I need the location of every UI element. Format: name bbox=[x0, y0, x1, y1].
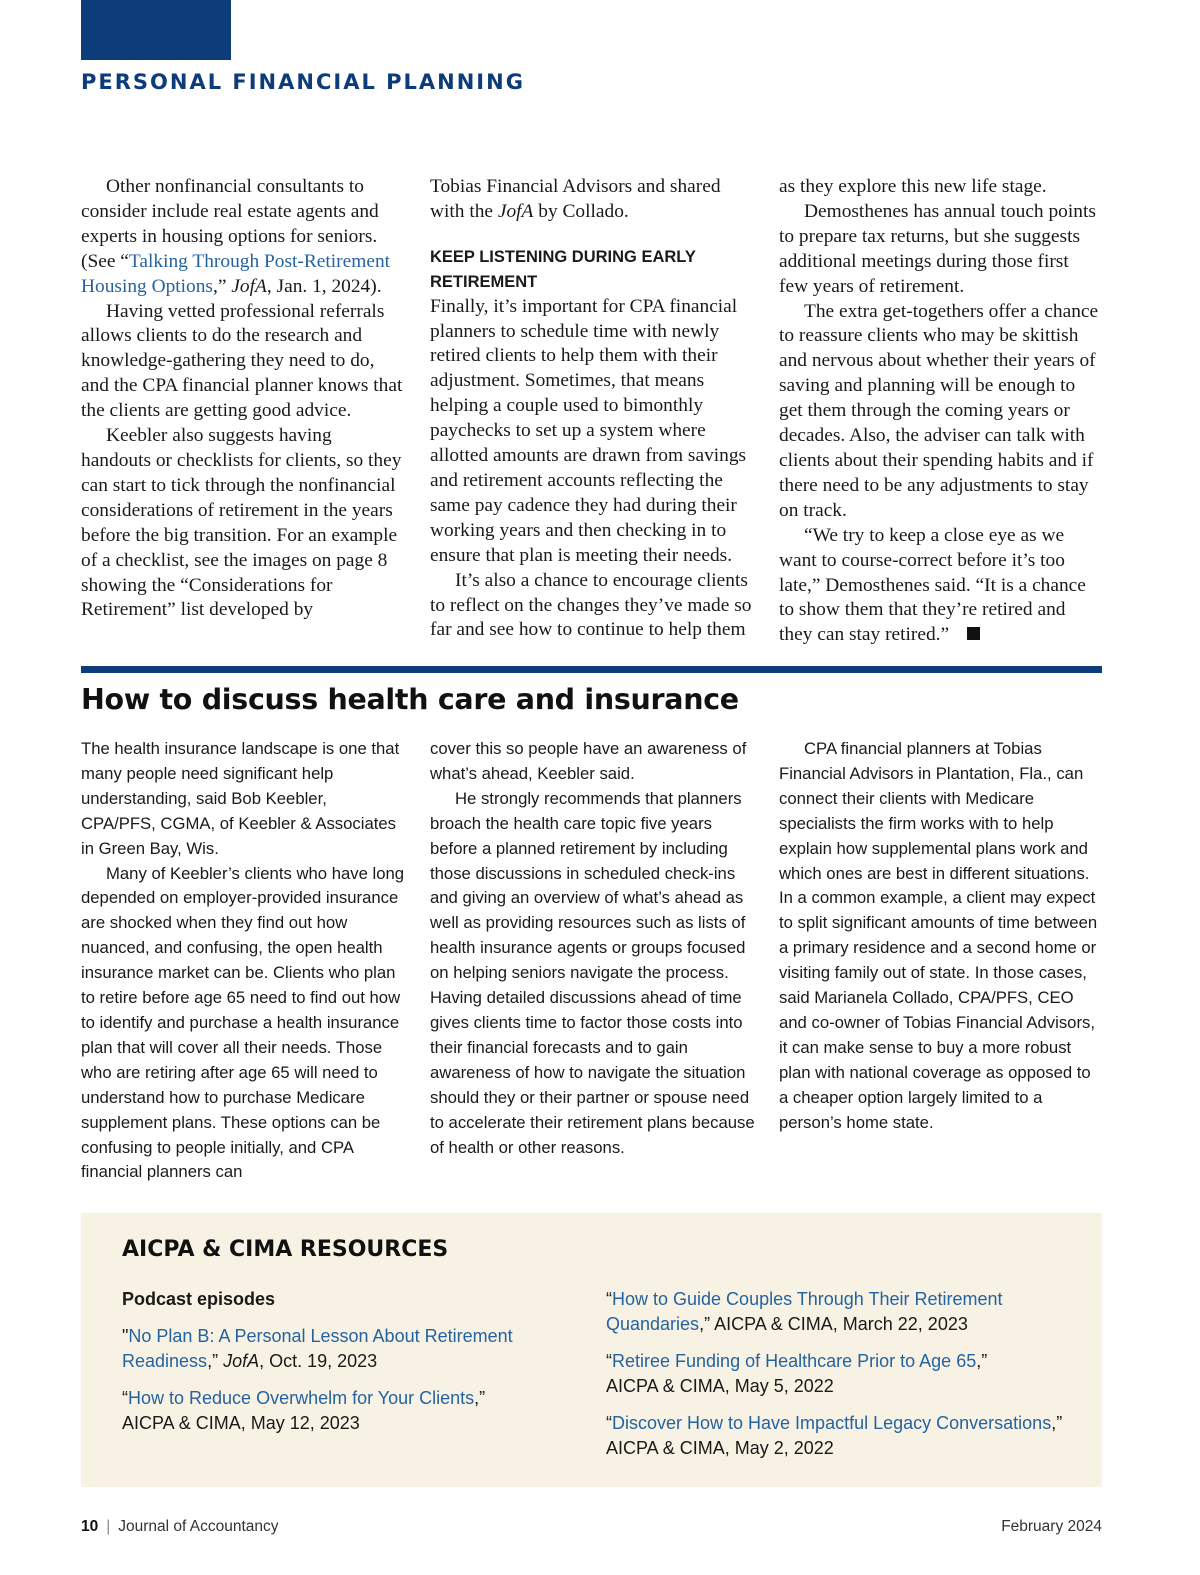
resource-item: “How to Guide Couples Through Their Retirement Quandaries,” AICPA & CIMA, March 22, 2023 bbox=[606, 1289, 1003, 1334]
paragraph: Other nonfinancial consultants to consider include real estate agents and experts in housing options for seniors. (See “Talking Through Post-Retirement Housing Options,” JofA, Jan. 1, 2024). bbox=[81, 176, 391, 297]
paragraph: Tobias Financial Advisors and shared with the JofA by Collado. bbox=[430, 176, 721, 222]
page-footer-left bbox=[81, 1518, 279, 1536]
podcast-link[interactable]: No Plan B: A Personal Lesson About Retirement Readiness bbox=[122, 1326, 513, 1371]
podcast-link[interactable]: How to Guide Couples Through Their Retirement Quandaries bbox=[606, 1289, 1003, 1334]
article-column-2 bbox=[430, 175, 755, 643]
resources-box bbox=[81, 1213, 1102, 1487]
paragraph: Keebler also suggests having handouts or checklists for clients, so they can start to tick through the nonfinancial considerations of retirement in the years before the big transition. For an example of a checklist, see the images on page 8 showing the “Considerations for Retirement” list developed by bbox=[81, 425, 402, 621]
podcast-link[interactable]: Retiree Funding of Healthcare Prior to Age 65 bbox=[612, 1351, 977, 1371]
section-label: PERSONAL FINANCIAL PLANNING bbox=[81, 70, 525, 94]
header-color-block bbox=[81, 0, 231, 60]
section-divider bbox=[81, 666, 1102, 673]
paragraph: Many of Keebler’s clients who have long depended on employer-provided insurance are shocked when they find out how nuanced, and confusing, the open health insurance market can be. Clients who plan to retire before age 65 need to find out how to identify and purchase a health insurance plan that will cover all their needs. Those who are retiring after age 65 will need to understand how to purchase Medicare supplement plans. These options can be confusing to people initially, and CPA financial planners can bbox=[81, 863, 405, 1182]
resource-item: “Retiree Funding of Healthcare Prior to Age 65,” AICPA & CIMA, May 5, 2022 bbox=[606, 1351, 988, 1396]
paragraph: The health insurance landscape is one that many people need significant help understanding, said Bob Keebler, CPA/PFS, CGMA, of Keebler & Associates in Green Bay, Wis. bbox=[81, 739, 400, 858]
resource-item: “How to Reduce Overwhelm for Your Clients,” AICPA & CIMA, May 12, 2023 bbox=[122, 1388, 486, 1433]
health-column-3 bbox=[779, 737, 1102, 1136]
page-number: 10 bbox=[81, 1518, 99, 1535]
health-column-2 bbox=[430, 737, 755, 1160]
resource-item: “Discover How to Have Impactful Legacy Conversations,” AICPA & CIMA, May 2, 2022 bbox=[606, 1413, 1063, 1458]
housing-options-link[interactable]: Talking Through Post-Retirement Housing Options bbox=[81, 250, 391, 297]
paragraph: “We try to keep a close eye as we want to course-correct before it’s too late,” Demosthenes said. “It is a chance to show them that they’re retired and they can stay retired.” bbox=[779, 524, 1086, 646]
paragraph: Having vetted professional referrals allows clients to do the research and knowledge-gathering they need to do, and the CPA financial planner knows that the clients are getting good advice. bbox=[81, 300, 403, 422]
paragraph: CPA financial planners at Tobias Financial Advisors in Plantation, Fla., can connect their clients with Medicare specialists the firm works with to help explain how supplemental plans work and which ones are best in different situations. In a common example, a client may expect to split significant amounts of time between a primary residence and a second home or visiting family out of state. In those cases, said Marianela Collado, CPA/PFS, CEO and co-owner of Tobias Financial Advisors, it can make sense to buy a more robust plan with national coverage as opposed to a cheaper option largely limited to a person’s home state. bbox=[779, 739, 1098, 1132]
paragraph: as they explore this new life stage. bbox=[779, 176, 1047, 197]
resources-title: AICPA & CIMA RESOURCES bbox=[122, 1237, 449, 1262]
paragraph: Demosthenes has annual touch points to prepare tax returns, but she suggests additional meetings during those first few years of retirement. bbox=[779, 200, 1096, 297]
end-of-article-mark bbox=[967, 627, 980, 640]
paragraph: cover this so people have an awareness of what’s ahead, Keebler said. bbox=[430, 739, 747, 783]
paragraph: He strongly recommends that planners broach the health care topic five years before a planned retirement by including those discussions in scheduled check-ins and giving an overview of what’s ahead as well as providing resources such as lists of health insurance agents or groups focused on helping seniors navigate the process. Having detailed discussions ahead of time gives clients time to factor those costs into their financial forecasts and to gain awareness of how to navigate the situation should they or their partner or spouse need to accelerate their retirement plans because of health or other reasons. bbox=[430, 788, 755, 1157]
podcast-subheading: Podcast episodes bbox=[122, 1289, 276, 1309]
paragraph: The extra get-togethers offer a chance to reassure clients who may be skittish and nervous about whether their years of saving and planning will be enough to get them through the coming years or decades. Also, the adviser can talk with clients about their spending habits and if there need to be any adjustments to stay on track. bbox=[779, 300, 1099, 521]
resources-left-column bbox=[122, 1287, 562, 1448]
publication-name: Journal of Accountancy bbox=[118, 1518, 279, 1535]
issue-date: February 2024 bbox=[1001, 1518, 1102, 1535]
section-title: How to discuss health care and insurance bbox=[81, 683, 739, 716]
podcast-link[interactable]: How to Reduce Overwhelm for Your Clients bbox=[128, 1388, 475, 1408]
subheading: KEEP LISTENING DURING EARLY RETIREMENT bbox=[430, 247, 696, 291]
health-column-1 bbox=[81, 737, 406, 1185]
resources-right-column bbox=[606, 1287, 1076, 1473]
paragraph: Finally, it’s important for CPA financial planners to schedule time with newly retired clients to help them with their adjustment. Sometimes, that means helping a couple used to bimonthly paychecks to set up a system where allotted amounts are drawn from savings and retirement accounts reflecting the same pay cadence they had during their working years and then checking in to ensure that plan is meeting their needs. bbox=[430, 295, 747, 566]
podcast-link[interactable]: Discover How to Have Impactful Legacy Conversations bbox=[612, 1413, 1052, 1433]
article-column-1 bbox=[81, 175, 406, 623]
paragraph: It’s also a chance to encourage clients to reflect on the changes they’ve made so far and see how to continue to help them bbox=[430, 569, 752, 641]
resource-item: "No Plan B: A Personal Lesson About Retirement Readiness,” JofA, Oct. 19, 2023 bbox=[122, 1326, 513, 1371]
article-column-3 bbox=[779, 175, 1102, 648]
footer-separator: | bbox=[106, 1518, 111, 1535]
